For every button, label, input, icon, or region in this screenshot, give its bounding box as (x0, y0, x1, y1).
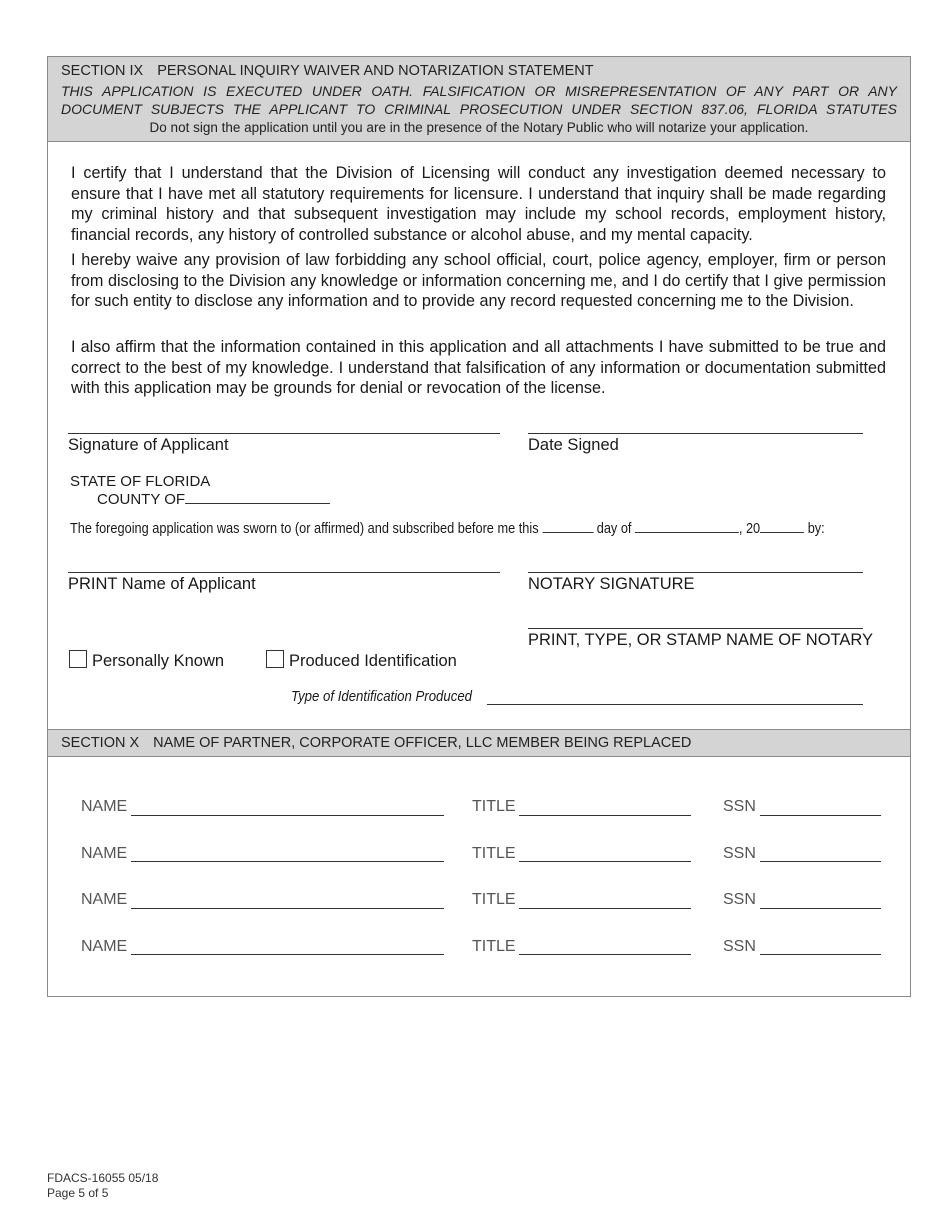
produced-id-checkbox[interactable] (266, 650, 284, 668)
year-field[interactable] (760, 519, 804, 533)
section-9-number: SECTION IX (61, 63, 144, 79)
partner-ssn-label: SSN (723, 845, 756, 862)
sworn-text-3: , 20 (738, 521, 761, 537)
certification-paragraph: I certify that I understand that the Division of Licensing will conduct any investigation deemed necessary to ensure that I have met all statutory requirements for licensure. I understand that inquiry shall be made regarding my criminal history and that subsequent investigation may include my school records, employment history, financial records, any history of controlled substance or alcohol abuse, and my mental capacity. (71, 164, 886, 244)
partner-title-line[interactable] (519, 861, 691, 862)
signature-label: Signature of Applicant (68, 436, 229, 454)
personally-known-label: Personally Known (92, 652, 225, 670)
id-type-label: Type of Identification Produced (291, 688, 473, 705)
partner-name-label: NAME (81, 798, 128, 815)
oath-warning: THIS APPLICATION IS EXECUTED UNDER OATH. FALSIFICATION OR MISREPRESENTATION OF ANY PART OR ANY DOCUMENT SUBJECTS THE APPLICANT TO CRIMINAL PROSECUTION UNDER SECTION 837.06, FLORIDA STATUTES (61, 83, 897, 117)
sworn-text-1: The foregoing application was sworn to (or affirmed) and subscribed before me this (70, 521, 539, 537)
date-signed-label: Date Signed (528, 436, 619, 454)
partner-title-line[interactable] (519, 908, 691, 909)
id-type-line[interactable] (487, 704, 863, 705)
partner-ssn-line[interactable] (760, 954, 881, 955)
partner-title-label: TITLE (472, 891, 516, 908)
partner-ssn-line[interactable] (760, 815, 881, 816)
partner-title-label: TITLE (472, 938, 516, 955)
waiver-paragraph: I hereby waive any provision of law forbidding any school official, court, police agency, employer, firm or person from disclosing to the Division any knowledge or information concerning me, and I do certify that I give permission for such entity to disclose any information and to provide any record requested concerning me to the Division. (71, 251, 886, 311)
section-9-header (47, 56, 911, 142)
partner-title-label: TITLE (472, 798, 516, 815)
partner-title-line[interactable] (519, 954, 691, 955)
section-10-header (47, 729, 911, 757)
date-signed-line[interactable] (528, 433, 863, 434)
partner-name-label: NAME (81, 938, 128, 955)
notary-signature-label: NOTARY SIGNATURE (528, 575, 695, 593)
personally-known-checkbox[interactable] (69, 650, 87, 668)
print-name-label: PRINT Name of Applicant (68, 575, 256, 593)
section-10-title (61, 735, 691, 751)
partner-ssn-label: SSN (723, 798, 756, 815)
county-label (97, 490, 330, 508)
form-id: FDACS-16055 05/18 (47, 1171, 159, 1185)
partner-name-label: NAME (81, 891, 128, 908)
signature-line[interactable] (68, 433, 500, 434)
print-name-line[interactable] (68, 572, 500, 573)
partner-name-line[interactable] (131, 861, 444, 862)
produced-id-label: Produced Identification (289, 652, 457, 670)
partner-name-line[interactable] (131, 954, 444, 955)
affirmation-paragraph: I also affirm that the information contained in this application and all attachments I have submitted to be true and correct to the best of my knowledge. I understand that falsification of any information or documentation submitted with this application may be grounds for denial or revocation of the license. (71, 338, 886, 398)
day-field[interactable] (542, 519, 593, 533)
partner-name-line[interactable] (131, 815, 444, 816)
sworn-text-2: day of (596, 521, 632, 537)
partner-name-line[interactable] (131, 908, 444, 909)
sworn-statement (70, 519, 825, 537)
partner-ssn-line[interactable] (760, 861, 881, 862)
partner-ssn-label: SSN (723, 938, 756, 955)
page-number: Page 5 of 5 (47, 1186, 109, 1200)
section-10-heading: NAME OF PARTNER, CORPORATE OFFICER, LLC MEMBER BEING REPLACED (153, 735, 692, 751)
section-10-number: SECTION X (61, 735, 140, 751)
page-footer (47, 1171, 158, 1201)
month-field[interactable] (635, 519, 739, 533)
county-field[interactable] (185, 490, 330, 504)
state-label: STATE OF FLORIDA (70, 473, 211, 490)
notary-note: Do not sign the application until you are in the presence of the Notary Public who will notarize your application. (149, 120, 809, 135)
partner-title-line[interactable] (519, 815, 691, 816)
sworn-text-4: by: (807, 521, 825, 537)
partner-ssn-line[interactable] (760, 908, 881, 909)
partner-title-label: TITLE (472, 845, 516, 862)
notary-name-label: PRINT, TYPE, OR STAMP NAME OF NOTARY (528, 631, 874, 649)
partner-name-label: NAME (81, 845, 128, 862)
notary-signature-line[interactable] (528, 572, 863, 573)
section-9-heading: PERSONAL INQUIRY WAIVER AND NOTARIZATION STATEMENT (157, 63, 594, 79)
notary-name-line[interactable] (528, 628, 863, 629)
section-9-title (61, 63, 594, 79)
county-text: COUNTY OF (97, 491, 186, 508)
partner-ssn-label: SSN (723, 891, 756, 908)
